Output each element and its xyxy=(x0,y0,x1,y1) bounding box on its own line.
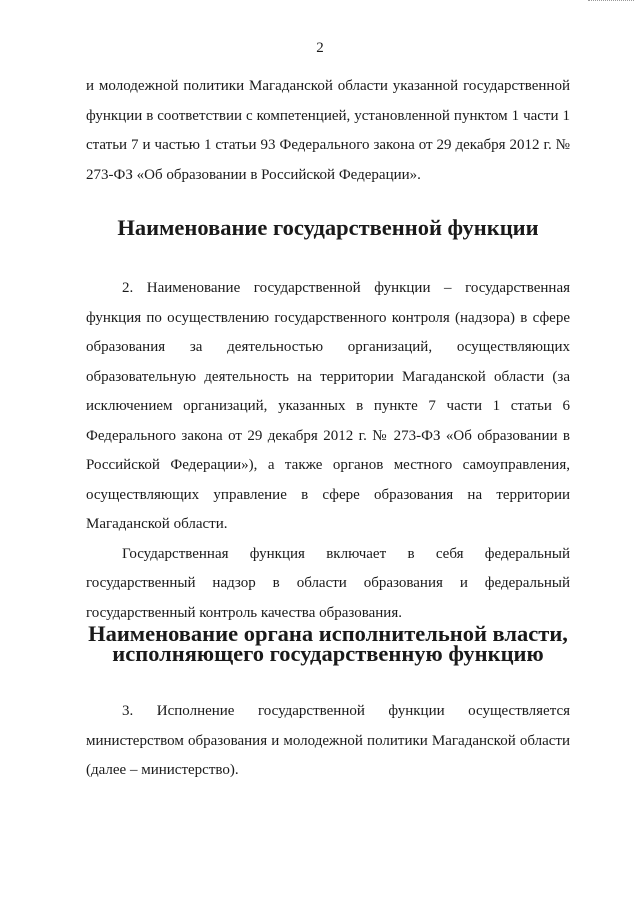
section-executive-body-body xyxy=(86,697,570,786)
section-heading-function-name: Наименование государственной функции xyxy=(117,215,539,240)
paragraph-2-continued: Государственная функция включает в себя федеральный государственный надзор в области образования и федеральный государственный контроль качества образования. xyxy=(86,545,570,621)
intro-block xyxy=(86,72,570,190)
scan-corner-mark xyxy=(588,0,634,3)
intro-paragraph: и молодежной политики Магаданской области указанной государственной функции в соответствии с компетенцией, установленной пунктом 1 части 1 статьи 7 и частью 1 статьи 93 Федерального закона от 29 декабря 2012 г. № 273-ФЗ «Об образовании в Российской Федерации». xyxy=(86,78,570,183)
section-heading-line-1: Наименование органа исполнительной власти, xyxy=(88,621,568,646)
paragraph-3: 3. Исполнение государственной функции осуществляется министерством образования и молодежной политики Магаданской области (далее – министерство). xyxy=(86,703,570,778)
section-function-name-body xyxy=(86,274,570,628)
section-heading-line-2: исполняющего государственную функцию xyxy=(112,641,544,666)
page-number: 2 xyxy=(316,40,324,56)
paragraph-2: 2. Наименование государственной функции – государственная функция по осуществлению государственного контроля (надзора) в сфере образования за деятельностью организаций, осуществляющих образовательную деятельность на территории Магаданской области (за исключением организаций, указанных в пункте 7 части 1 статьи 6 Федерального закона от 29 декабря 2012 г. № 273-ФЗ «Об образовании в Российской Федерации»), а также органов местного самоуправления, осуществляющих управление в сфере образования на территории Магаданской области. xyxy=(86,280,570,532)
section-heading-executive-body xyxy=(86,621,570,666)
